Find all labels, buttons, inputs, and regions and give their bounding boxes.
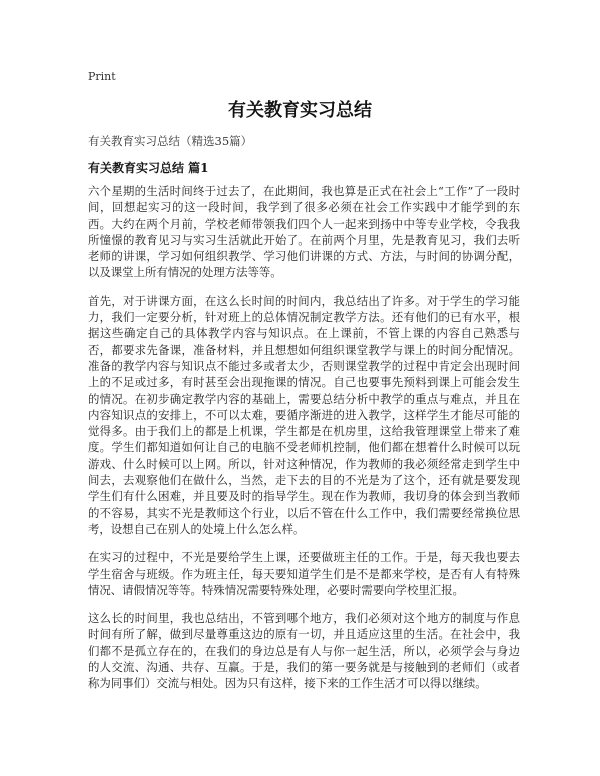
- paragraph-4: 这么长的时间里，我也总结出，不管到哪个地方，我们必须对这个地方的制度与作息时间有所了解，做到尽量尊重这边的原有一切，并且适应这里的生活。在社会中，我们都不是孤立存在的，在我们的身边总是有人与你一起生活，所以，必须学会与身边的人交流、沟通、共存、互赢。于是，我们的第一要务就是与接触到的老师们（或者称为同事们）交流与相处。因为只有这样，接下来的工作生活才可以得以继续。: [88, 611, 520, 691]
- article-body: [88, 183, 520, 704]
- print-link[interactable]: Print: [88, 70, 116, 83]
- paragraph-1: 六个星期的生活时间终于过去了，在此期间，我也算是正式在社会上“工作”了一段时间，回想起实习的这一段时间，我学到了很多必须在社会工作实践中才能学到的东西。大约在两个月前，学校老师带领我们四个人一起来到扬中中等专业学校，令我我所憧憬的教育见习与实习生活就此开始了。在前两个月里，先是教育见习，我们去听老师的讲课，学习如何组织教学、学习他们讲课的方式、方法，与时间的协调分配，以及课堂上所有情况的处理方法等等。: [88, 184, 520, 280]
- subtitle: 有关教育实习总结（精选35篇）: [88, 134, 253, 148]
- paragraph-2: 首先，对于讲课方面，在这么长时间的时间内，我总结出了许多。对于学生的学习能力，我们一定要分析，针对班上的总体情况制定教学方法。还有他们的已有水平，根据这些确定自己的具体教学内容与知识点。在上课前，不管上课的内容自己熟悉与否，都要求先备课，准备材料，并且想想如何组织课堂教学与课上的时间分配情况。准备的教学内容与知识点不能过多或者太少，否则课堂教学的过程中肯定会出现时间上的不足或过多，有时甚至会出现拖课的情况。自己也要事先预料到课上可能会发生的情况。在初步确定教学内容的基础上，需要总结分析中教学的重点与难点，并且在内容知识点的安排上，不可以太难，要循序渐进的进入教学，这样学生才能尽可能的觉得多。由于我们上的都是上机课，学生都是在机房里，这给我管理课堂上带来了难度。学生们都知道如何让自己的电脑不受老师机控制，他们都在想着什么时候可以玩游戏、什么时候可以上网。所以，针对这种情况，作为教师的我必须经常走到学生中间去，去观察他们在做什么，当然，走下去的目的不光是为了这个，还有就是要发现学生们有什么困难，并且要及时的指导学生。现在作为教师，我切身的体会到当教师的不容易，其实不光是教师这个行业，以后不管在什么工作中，我们需要经常换位思考，设想自己在别人的处境上什么怎么样。: [88, 293, 520, 536]
- paragraph-3: 在实习的过程中，不光是要给学生上课，还要做班主任的工作。于是，每天我也要去学生宿舍与班级。作为班主任，每天要知道学生们是不是都来学校，是否有人有特殊情况、请假情况等等。特殊情况需要特殊处理，必要时需要向学校里汇报。: [88, 550, 520, 597]
- section-heading: 有关教育实习总结 篇1: [88, 161, 209, 175]
- page-title: 有关教育实习总结: [228, 100, 372, 121]
